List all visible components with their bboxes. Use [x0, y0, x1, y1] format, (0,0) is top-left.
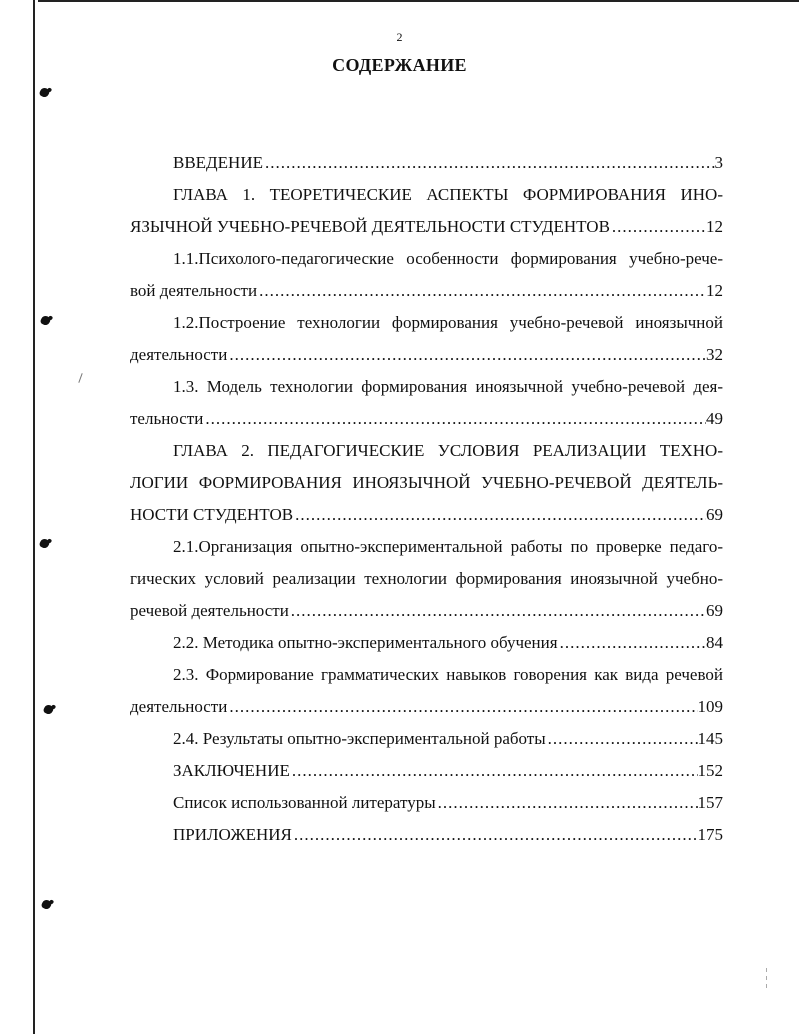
toc-dot-leader — [610, 211, 706, 243]
toc-page-number: 69 — [706, 505, 723, 524]
toc-dot-leader — [290, 755, 698, 787]
page-title: СОДЕРЖАНИЕ — [332, 55, 467, 75]
toc-entry-last-line — [130, 339, 723, 371]
toc-dot-leader — [289, 595, 706, 627]
toc-entry — [130, 371, 723, 435]
toc-entry-text: деятельности — [130, 345, 228, 364]
toc-entry-text: Список использованной литературы — [173, 793, 436, 812]
toc-page-number: 32 — [706, 345, 723, 364]
toc-dot-leader — [558, 627, 706, 659]
toc-entry-text: ЗАКЛЮЧЕНИЕ — [173, 761, 290, 780]
toc-dot-leader — [227, 339, 706, 371]
toc-entry-last-line — [130, 275, 723, 307]
toc-dot-leader — [292, 819, 698, 851]
toc-entry-last-line — [130, 691, 723, 723]
toc-entry-text: ЯЗЫЧНОЙ УЧЕБНО-РЕЧЕВОЙ ДЕЯТЕЛЬНОСТИ СТУДЕНТОВ — [130, 217, 610, 236]
toc-page-number: 84 — [706, 633, 723, 652]
toc-entry — [130, 243, 723, 307]
toc-page-number: 12 — [706, 217, 723, 236]
toc-entry-last-line — [130, 211, 723, 243]
toc-entry — [130, 819, 723, 851]
toc-entry-text: вой деятельности — [130, 281, 258, 300]
toc-entry-line: 2.3. Формирование грамматических навыков говорения как вида речевой — [173, 665, 723, 684]
toc-dot-leader — [436, 787, 698, 819]
toc-page-number: 145 — [697, 729, 723, 748]
toc-page-number: 109 — [697, 697, 723, 716]
toc-dot-leader — [546, 723, 698, 755]
toc-entry-text: НОСТИ СТУДЕНТОВ — [130, 505, 294, 524]
toc-entry-text: ПРИЛОЖЕНИЯ — [173, 825, 292, 844]
toc-entry-text: ВВЕДЕНИЕ — [173, 153, 263, 172]
toc-entry-line: ЛОГИИ ФОРМИРОВАНИЯ ИНОЯЗЫЧНОЙ УЧЕБНО-РЕЧЕВОЙ ДЕЯТЕЛЬ- — [130, 473, 723, 492]
toc-entry — [130, 659, 723, 723]
toc-page-number: 49 — [706, 409, 723, 428]
binding-hole-mark — [40, 315, 52, 327]
binding-hole-mark — [39, 538, 51, 550]
toc-entry-last-line — [130, 787, 723, 819]
scan-dash — [766, 984, 767, 988]
toc-entry — [130, 531, 723, 627]
binding-hole-mark — [43, 704, 55, 716]
toc-page-number: 3 — [714, 153, 723, 172]
toc-dot-leader — [203, 403, 706, 435]
toc-entry — [130, 147, 723, 179]
toc-entry — [130, 787, 723, 819]
scan-top-edge — [38, 0, 799, 5]
toc-page-number: 69 — [706, 601, 723, 620]
toc-entry — [130, 307, 723, 371]
toc-entry-line: 2.1.Организация опытно-экспериментальной работы по проверке педаго- — [173, 537, 723, 556]
toc-page-number: 152 — [697, 761, 723, 780]
toc-entry-last-line — [130, 627, 723, 659]
toc-entry-text: тельности — [130, 409, 204, 428]
table-of-contents — [130, 147, 723, 851]
toc-entry-line: 1.1.Психолого-педагогические особенности формирования учебно-рече- — [173, 249, 723, 268]
scan-dash — [766, 968, 767, 972]
toc-page-number: 157 — [697, 793, 723, 812]
binding-hole-mark — [39, 87, 51, 99]
binding-hole-mark — [41, 899, 53, 911]
toc-dot-leader — [263, 147, 715, 179]
scan-dash — [766, 976, 767, 980]
toc-dot-leader — [227, 691, 697, 723]
toc-entry-line: 1.3. Модель технологии формирования иноязычной учебно-речевой дея- — [173, 377, 723, 396]
toc-entry-text: 2.4. Результаты опытно-экспериментальной работы — [173, 729, 546, 748]
toc-entry-last-line — [130, 819, 723, 851]
page-number: 2 — [396, 30, 403, 44]
toc-dot-leader — [293, 499, 706, 531]
toc-entry — [130, 723, 723, 755]
toc-page-number: 12 — [706, 281, 723, 300]
toc-page-number: 175 — [697, 825, 723, 844]
toc-entry — [130, 627, 723, 659]
toc-entry-last-line — [130, 147, 723, 179]
toc-entry-line: гических условий реализации технологии формирования иноязычной учебно- — [130, 569, 723, 588]
toc-entry-line: ГЛАВА 1. ТЕОРЕТИЧЕСКИЕ АСПЕКТЫ ФОРМИРОВАНИЯ ИНО- — [173, 185, 723, 204]
toc-entry-line: ГЛАВА 2. ПЕДАГОГИЧЕСКИЕ УСЛОВИЯ РЕАЛИЗАЦИИ ТЕХНО- — [173, 441, 723, 460]
toc-entry — [130, 755, 723, 787]
toc-entry-last-line — [130, 403, 723, 435]
toc-entry-text: деятельности — [130, 697, 228, 716]
toc-entry-last-line — [130, 499, 723, 531]
scan-left-edge — [33, 0, 35, 1034]
toc-entry — [130, 179, 723, 243]
toc-entry-last-line — [130, 723, 723, 755]
toc-entry-last-line — [130, 755, 723, 787]
toc-entry-line: 1.2.Построение технологии формирования учебно-речевой иноязычной — [173, 313, 723, 332]
scan-speck — [78, 373, 82, 383]
toc-dot-leader — [257, 275, 706, 307]
toc-entry-text: речевой деятельности — [130, 601, 289, 620]
toc-entry-last-line — [130, 595, 723, 627]
toc-entry — [130, 435, 723, 531]
toc-entry-text: 2.2. Методика опытно-экспериментального обучения — [173, 633, 558, 652]
